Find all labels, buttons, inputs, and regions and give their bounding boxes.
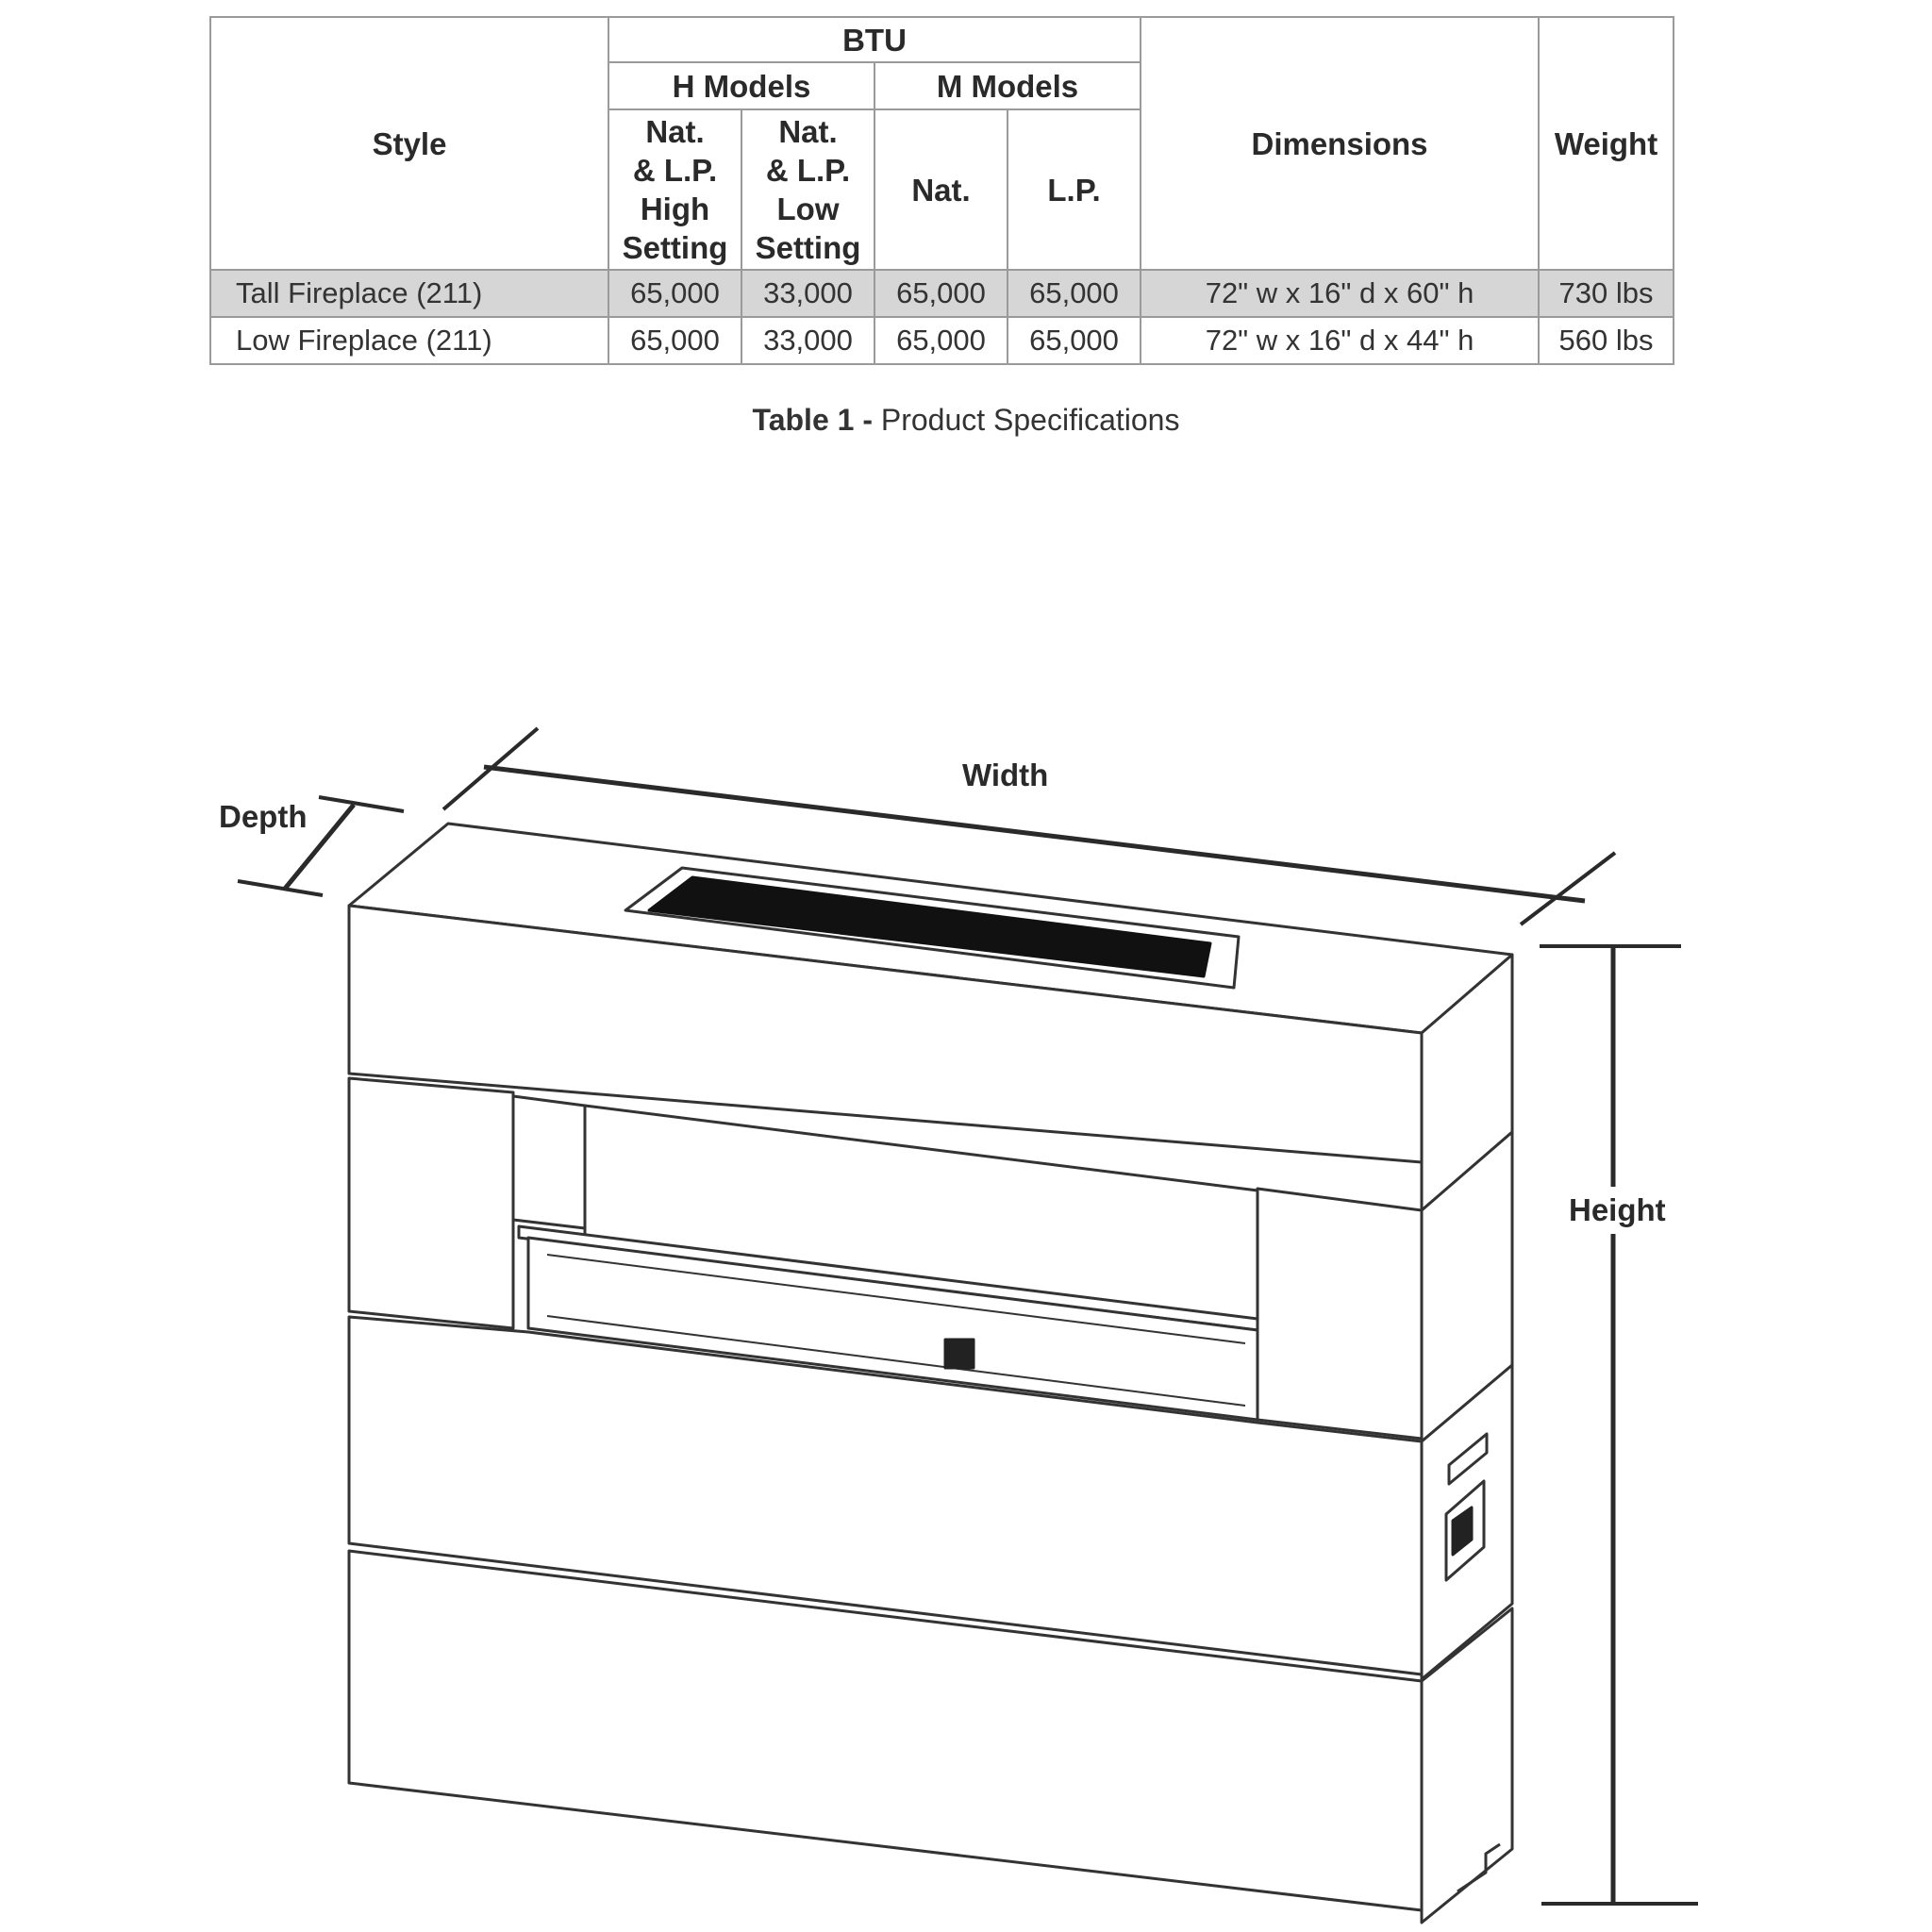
header-style: Style xyxy=(210,17,608,270)
depth-end-tick-top xyxy=(319,797,404,811)
header-h-high-setting: Nat. & L.P. High Setting xyxy=(608,109,741,270)
cell-h-high: 65,000 xyxy=(608,317,741,364)
header-dimensions: Dimensions xyxy=(1141,17,1539,270)
cell-weight: 560 lbs xyxy=(1539,317,1674,364)
cell-h-low: 33,000 xyxy=(741,317,874,364)
width-end-tick-left xyxy=(443,728,538,809)
cell-dimensions: 72" w x 16" d x 44" h xyxy=(1141,317,1539,364)
cell-style: Low Fireplace (211) xyxy=(210,317,608,364)
burner-control-box xyxy=(945,1340,974,1368)
depth-end-tick-bottom xyxy=(238,881,323,895)
header-m-models: M Models xyxy=(874,62,1141,109)
cell-weight: 730 lbs xyxy=(1539,270,1674,317)
cell-h-high: 65,000 xyxy=(608,270,741,317)
caption-label: Table 1 - xyxy=(752,403,873,437)
right-pillar xyxy=(1257,1189,1422,1439)
cell-h-low: 33,000 xyxy=(741,270,874,317)
header-m-lp: L.P. xyxy=(1008,109,1141,270)
cell-m-nat: 65,000 xyxy=(874,270,1008,317)
depth-label: Depth xyxy=(219,799,308,834)
cell-m-lp: 65,000 xyxy=(1008,270,1141,317)
height-dimension xyxy=(1540,946,1698,1904)
cell-style: Tall Fireplace (211) xyxy=(210,270,608,317)
cell-dimensions: 72" w x 16" d x 60" h xyxy=(1141,270,1539,317)
width-end-tick-right xyxy=(1521,853,1615,924)
header-btu: BTU xyxy=(608,17,1141,62)
header-weight: Weight xyxy=(1539,17,1674,270)
left-pillar xyxy=(349,1078,513,1328)
cell-m-nat: 65,000 xyxy=(874,317,1008,364)
height-label: Height xyxy=(1569,1192,1666,1227)
header-h-low-setting: Nat. & L.P. Low Setting xyxy=(741,109,874,270)
caption-text: Product Specifications xyxy=(880,403,1180,437)
firebox-back xyxy=(513,1096,585,1228)
cell-m-lp: 65,000 xyxy=(1008,317,1141,364)
width-label: Width xyxy=(962,758,1049,792)
header-m-nat: Nat. xyxy=(874,109,1008,270)
header-h-models: H Models xyxy=(608,62,874,109)
fireplace-unit xyxy=(349,824,1512,1923)
